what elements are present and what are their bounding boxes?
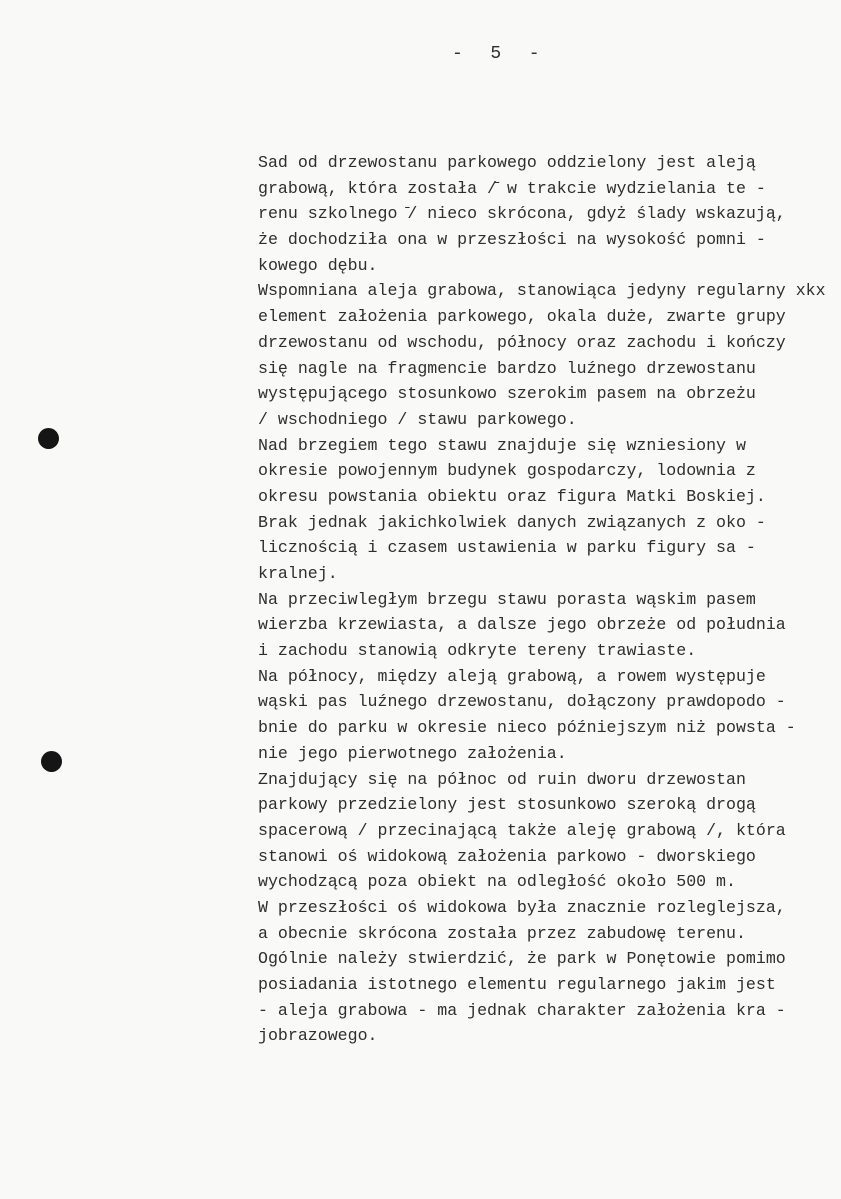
punch-hole-mark: [41, 751, 62, 772]
punch-hole-mark: [38, 428, 59, 449]
text-line: okresu powstania obiektu oraz figura Matki Boskiej.: [258, 486, 766, 506]
text-line: i zachodu stanowią odkryte tereny trawiaste.: [258, 641, 697, 661]
text-line: okresie powojennym budynek gospodarczy, lodownia z: [258, 461, 756, 481]
text-line: Na północy, między aleją grabową, a rowem występuje: [258, 666, 766, 686]
text-line: nie jego pierwotnego założenia.: [258, 743, 567, 763]
text-line: drzewostanu od wschodu, północy oraz zachodu i kończy: [258, 332, 786, 352]
text-line: kralnej.: [258, 564, 338, 583]
text-line: Ogólnie należy stwierdzić, że park w Ponętowie pomimo: [258, 949, 786, 969]
text-line: bnie do parku w okresie nieco późniejszym niż powsta -: [258, 718, 796, 738]
text-line: a obecnie skrócona została przez zabudowę terenu.: [258, 923, 746, 943]
text-line: kowego dębu.: [258, 255, 378, 275]
text-line: / wschodniego / stawu parkowego.: [258, 409, 577, 429]
text-line: wierzba krzewiasta, a dalsze jego obrzeże od południa: [258, 615, 786, 635]
text-line: renu szkolnego ̄/ nieco skrócona, gdyż ślady wskazują,: [258, 204, 786, 224]
text-line: Znajdujący się na północ od ruin dworu drzewostan: [258, 769, 746, 789]
text-line: Sad od drzewostanu parkowego oddzielony jest aleją: [258, 153, 756, 172]
text-line: element założenia parkowego, okala duże, zwarte grupy: [258, 307, 786, 327]
text-line: Wspomniana aleja grabowa, stanowiąca jedyny regularny xkx: [258, 281, 826, 301]
text-line: Brak jednak jakichkolwiek danych związanych z oko -: [258, 512, 766, 532]
text-line: że dochodziła ona w przeszłości na wysokość pomni -: [258, 230, 766, 250]
text-line: wychodzącą poza obiekt na odległość około 500 m.: [258, 872, 736, 892]
text-line: występującego stosunkowo szerokim pasem na obrzeżu: [258, 384, 756, 404]
body-text: [258, 150, 841, 1049]
text-line: stanowi oś widokową założenia parkowo - dworskiego: [258, 846, 756, 866]
text-line: się nagle na fragmencie bardzo luźnego drzewostanu: [258, 358, 756, 378]
text-line: jobrazowego.: [258, 1026, 378, 1046]
text-line: - aleja grabowa - ma jednak charakter założenia kra -: [258, 1000, 786, 1020]
text-line: grabową, która została /̄ w trakcie wydzielania te -: [258, 178, 766, 198]
text-line: W przeszłości oś widokowa była znacznie rozleglejsza,: [258, 897, 786, 917]
text-line: Nad brzegiem tego stawu znajduje się wzniesiony w: [258, 435, 746, 455]
text-line: spacerową / przecinającą także aleję grabową /, która: [258, 820, 786, 840]
text-line: parkowy przedzielony jest stosunkowo szeroką drogą: [258, 795, 756, 815]
page-number: - 5 -: [452, 44, 542, 64]
text-line: wąski pas luźnego drzewostanu, dołączony prawdopodo -: [258, 692, 786, 712]
text-line: licznością i czasem ustawienia w parku figury sa -: [258, 538, 756, 558]
text-line: Na przeciwległym brzegu stawu porasta wąskim pasem: [258, 589, 756, 609]
text-line: posiadania istotnego elementu regularnego jakim jest: [258, 975, 776, 994]
